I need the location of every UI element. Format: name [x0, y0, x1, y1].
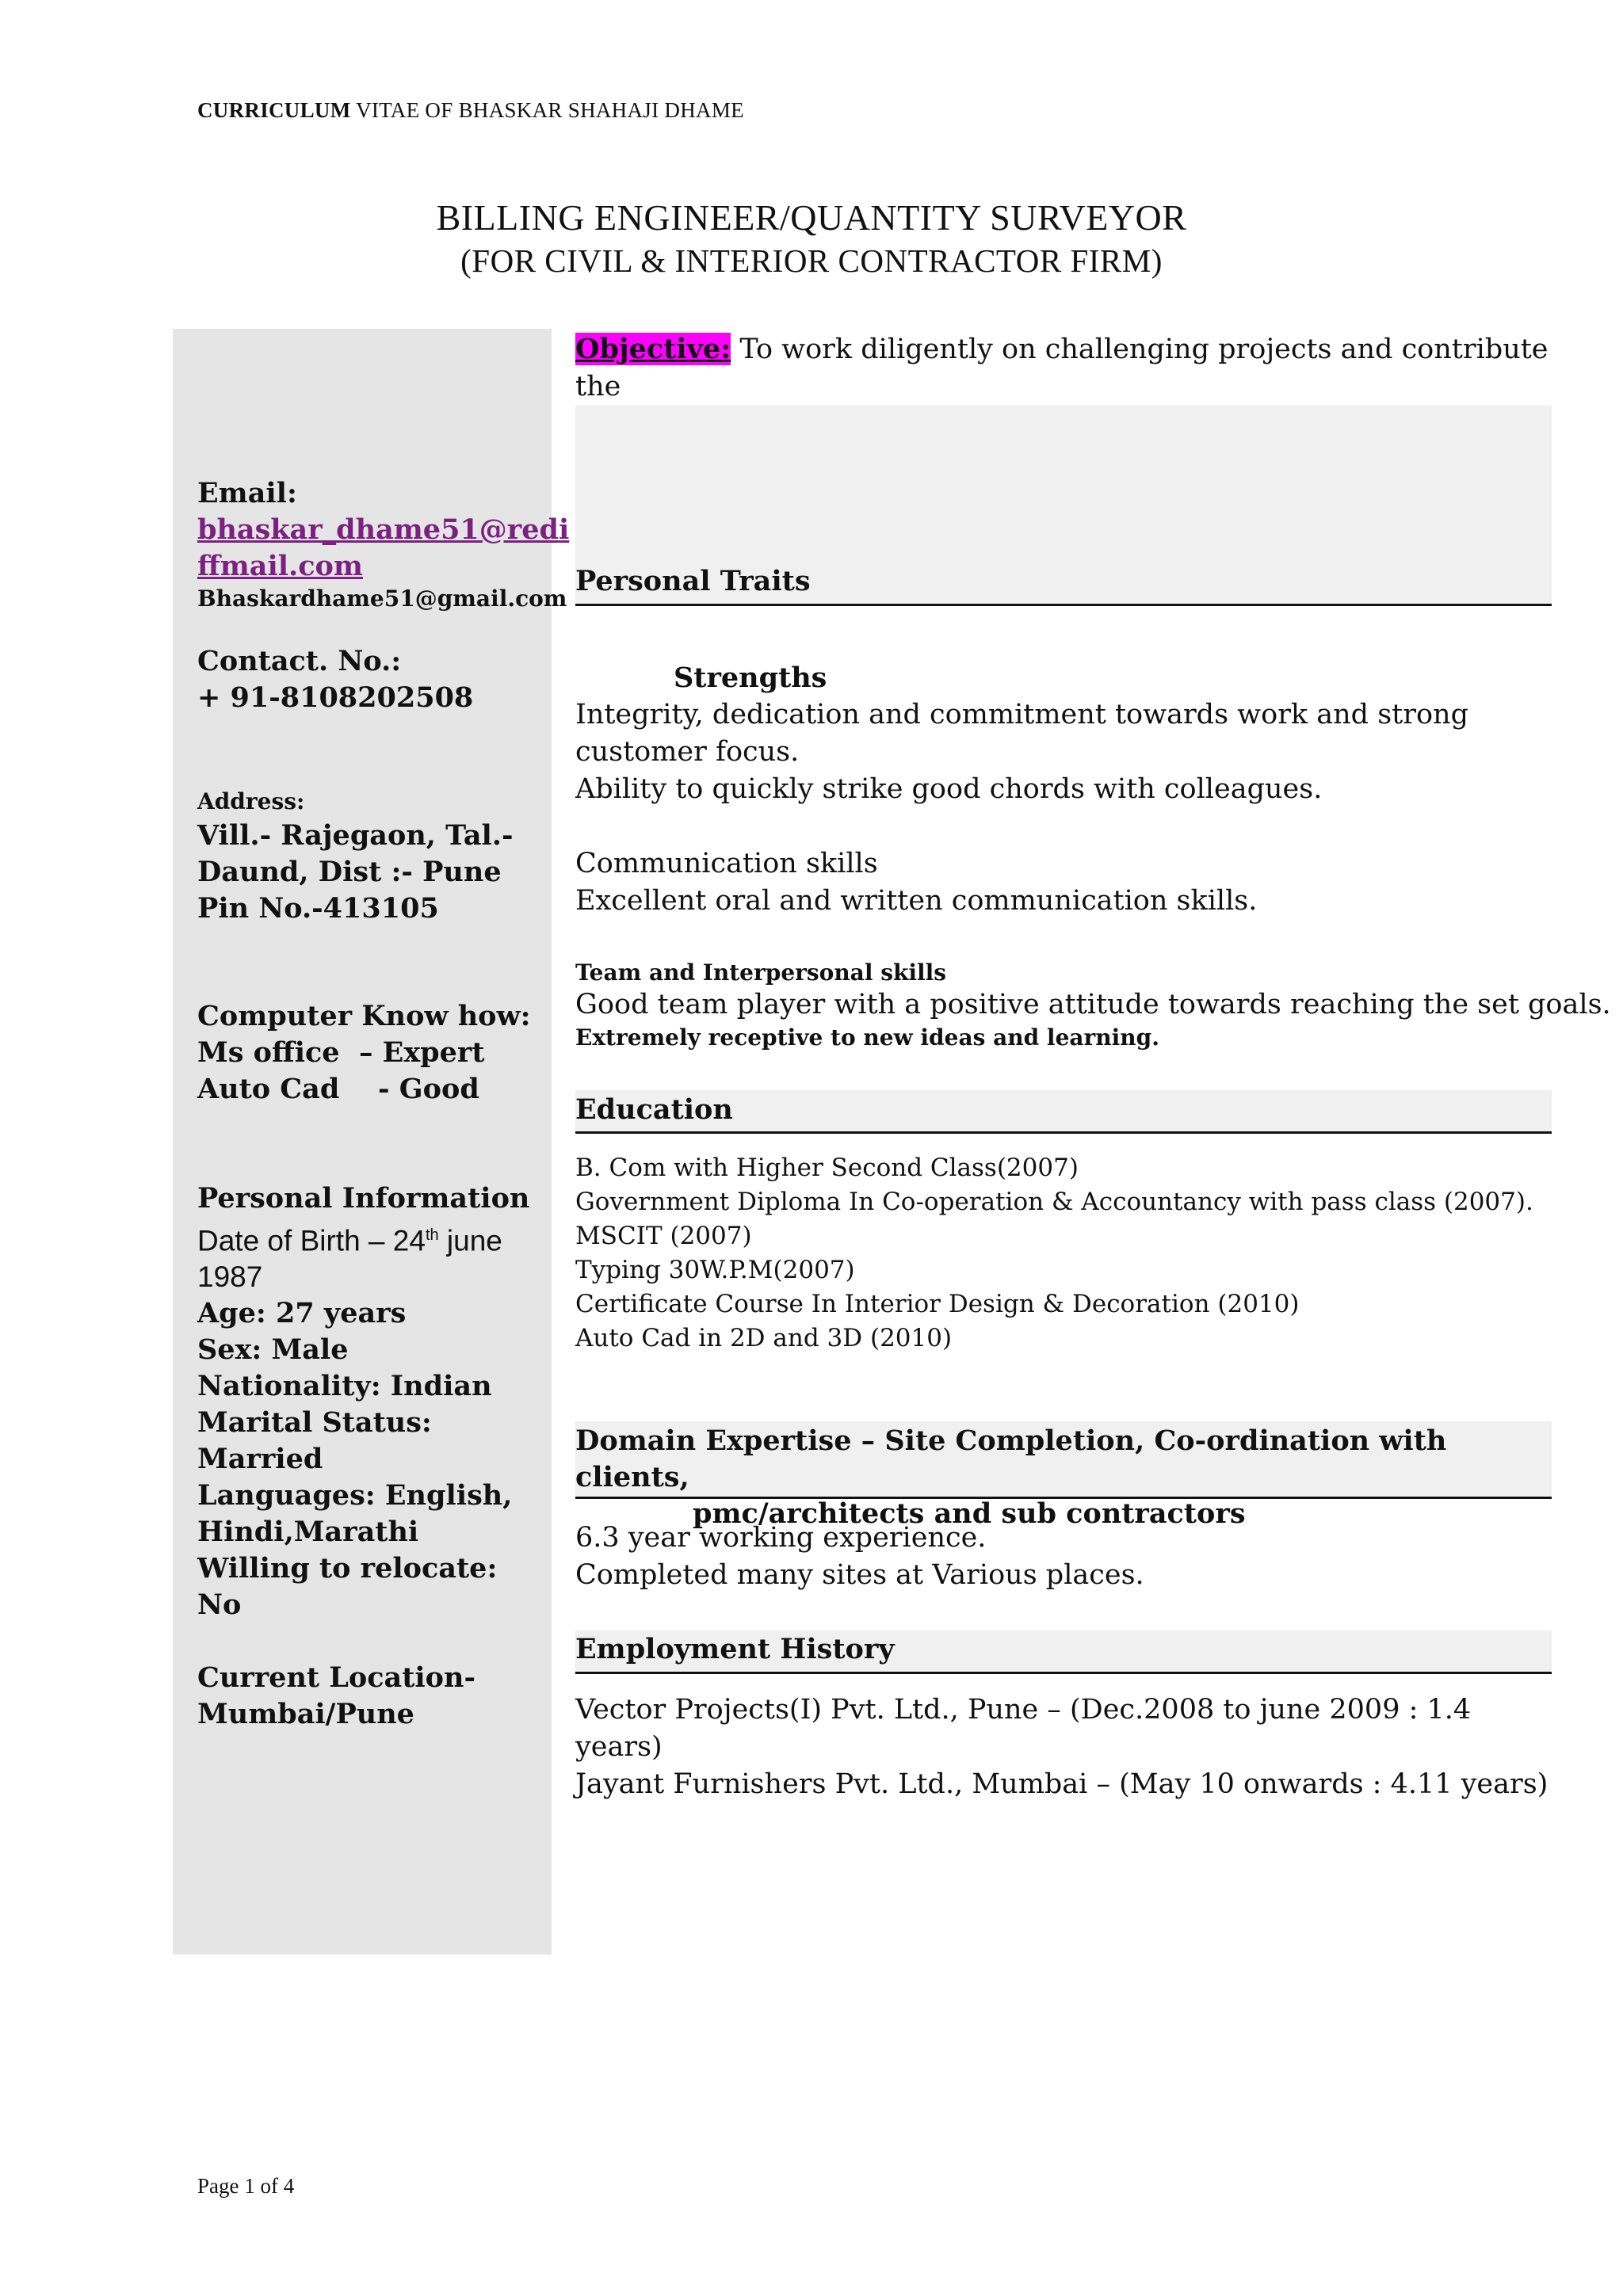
sidebar-contact-block [197, 475, 570, 613]
computer-item: Auto Cad - Good [197, 1073, 479, 1105]
computer-label: Computer Know how: [197, 1000, 531, 1032]
personal-traits-heading: Personal Traits [575, 563, 1552, 606]
dob-prefix: Date of Birth – 24 [197, 1224, 426, 1257]
domain-heading [575, 1421, 1552, 1530]
personal-detail: Age: 27 years [197, 1297, 407, 1330]
computer-block [197, 998, 546, 1108]
education-item: Typing 30W.P.M(2007) [575, 1256, 855, 1284]
personal-info-block [197, 1180, 546, 1733]
domain-line: 6.3 year working experience. [575, 1522, 987, 1554]
location-line: Current Location- [197, 1661, 475, 1695]
address-line: Pin No.-413105 [197, 892, 439, 925]
address-block [197, 786, 546, 927]
location-line: Mumbai/Pune [197, 1698, 414, 1731]
domain-heading-line-1: Domain Expertise – Site Completion, Co-ordination with clients, [575, 1425, 1447, 1493]
personal-detail: Languages: English, [197, 1479, 513, 1512]
team-text: Good team player with a positive attitude towards reaching the set goals. [575, 989, 1611, 1020]
running-header-text: VITAE OF BHASKAR SHAHAJI DHAME [356, 98, 744, 122]
personal-detail: Sex: Male [197, 1333, 349, 1367]
education-item: B. Com with Higher Second Class(2007) [575, 1154, 1079, 1182]
team-block [575, 987, 1611, 1022]
date-of-birth [197, 1217, 546, 1259]
strength-line: Integrity, dedication and commitment towards work and strong [575, 699, 1468, 730]
personal-detail: Nationality: Indian [197, 1370, 492, 1403]
education-item: Certificate Course In Interior Design & Decoration (2010) [575, 1290, 1300, 1318]
team-text-2: Extremely receptive to new ideas and learning. [575, 1024, 1159, 1051]
email-link-rediff-2[interactable]: ffmail.com [197, 550, 363, 582]
strength-line: Ability to quickly strike good chords with colleagues. [575, 773, 1323, 805]
email-gmail: Bhaskardhame51@gmail.com [197, 585, 567, 612]
personal-info-label: Personal Information [197, 1182, 530, 1215]
address-line: Vill.- Rajegaon, Tal.- [197, 819, 514, 852]
strength-line: customer focus. [575, 736, 800, 768]
education-list [575, 1151, 1552, 1356]
dob-sup: th [425, 1226, 439, 1244]
contact-block [197, 643, 546, 716]
strengths-label: Strengths [674, 662, 827, 694]
education-item: Auto Cad in 2D and 3D (2010) [575, 1324, 953, 1352]
objective-text-1: To work diligently on challenging projects and contribute the [575, 334, 1549, 402]
domain-heading-line-2: pmc/architects and sub contractors [693, 1497, 1246, 1530]
communication-text: Excellent oral and written communication skills. [575, 885, 1258, 917]
education-item: MSCIT (2007) [575, 1222, 752, 1250]
page-number: Page 1 of 4 [197, 2174, 295, 2198]
personal-detail: Hindi,Marathi [197, 1516, 419, 1549]
address-line: Daund, Dist :- Pune [197, 856, 502, 888]
employment-block [575, 1691, 1552, 1803]
domain-line: Completed many sites at Various places. [575, 1559, 1144, 1591]
employment-line: Vector Projects(I) Pvt. Ltd., Pune – (Dec.2008 to june 2009 : 1.4 years) [575, 1694, 1472, 1763]
contact-label: Contact. No.: [197, 645, 402, 677]
objective-label: Objective: [575, 333, 731, 365]
resume-title: BILLING ENGINEER/QUANTITY SURVEYOR [436, 197, 1187, 238]
contact-value: + 91-8108202508 [197, 681, 474, 714]
team-label-block [575, 957, 1552, 989]
computer-item: Ms office – Expert [197, 1036, 485, 1069]
education-heading: Education [575, 1090, 1552, 1134]
strengths-block [575, 659, 1552, 920]
team-label: Team and Interpersonal skills [575, 959, 947, 986]
running-header-bold: CURRICULUM [197, 98, 351, 122]
running-header [197, 98, 744, 123]
education-item: Government Diploma In Co-operation & Accountancy with pass class (2007). [575, 1188, 1533, 1216]
personal-detail: Willing to relocate: No [197, 1552, 498, 1622]
communication-label: Communication skills [575, 848, 878, 879]
resume-subtitle: (FOR CIVIL & INTERIOR CONTRACTOR FIRM) [460, 242, 1163, 279]
domain-block [575, 1520, 1552, 1594]
address-label: Address: [197, 788, 305, 814]
objective-line-1 [575, 330, 1552, 406]
dob-year: 1987 [197, 1261, 263, 1294]
email-label: Email: [197, 477, 297, 509]
employment-line: Jayant Furnishers Pvt. Ltd., Mumbai – (May 10 onwards : 4.11 years) [575, 1768, 1549, 1800]
employment-heading: Employment History [575, 1630, 1552, 1674]
team-block-2 [575, 1024, 1552, 1052]
personal-detail: Marital Status: Married [197, 1406, 432, 1476]
email-link-rediff-1[interactable]: bhaskar_dhame51@redi [197, 513, 570, 546]
dob-suffix: june [438, 1224, 502, 1257]
